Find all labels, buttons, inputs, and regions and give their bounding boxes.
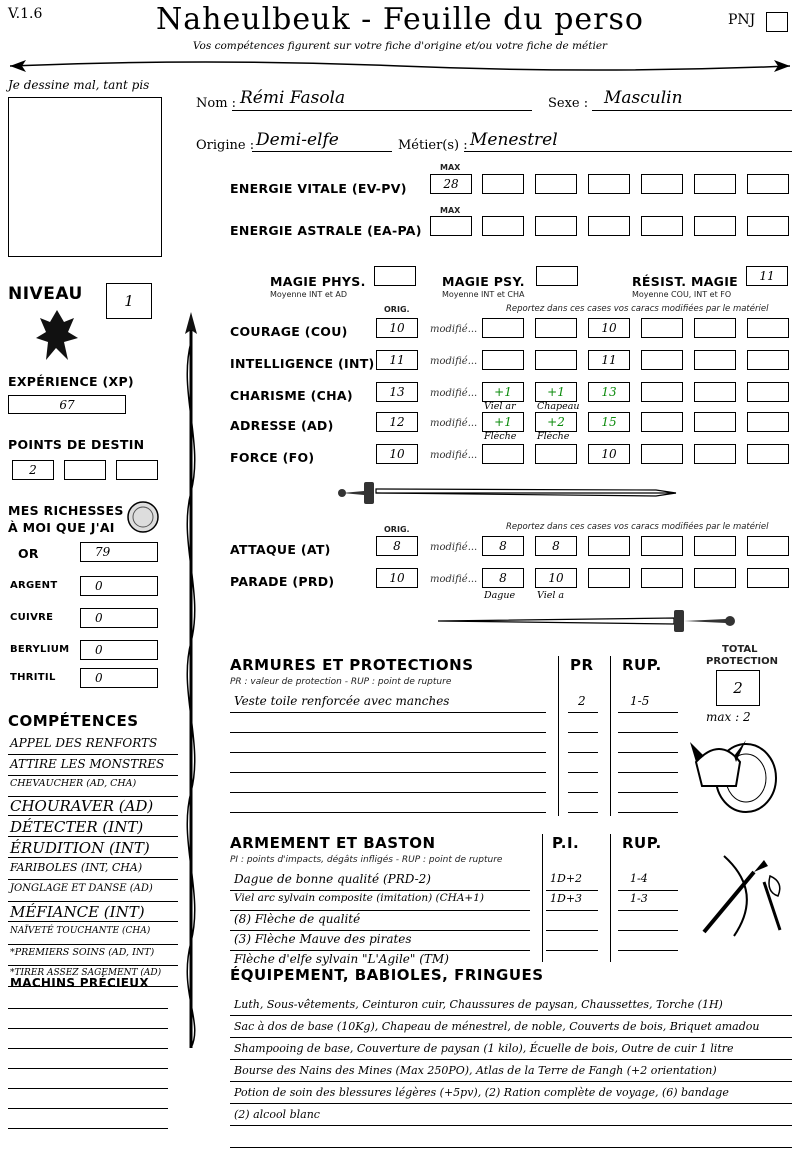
combat-mod-box[interactable] xyxy=(588,568,630,588)
ev-box[interactable] xyxy=(535,174,577,194)
ev-label: ENERGIE VITALE (EV-PV) xyxy=(230,181,407,196)
weapon-name[interactable]: Dague de bonne qualité (PRD-2) xyxy=(234,872,431,886)
ea-value[interactable] xyxy=(430,216,472,236)
armor-line-rup xyxy=(618,732,678,733)
stat-mod-box[interactable] xyxy=(747,412,789,432)
origine-value[interactable]: Demi-elfe xyxy=(256,130,339,150)
combat-mod-note: Viel a xyxy=(537,590,565,601)
niveau-value[interactable]: 1 xyxy=(106,283,152,319)
destin-label: POINTS DE DESTIN xyxy=(8,437,145,452)
armor-line xyxy=(230,792,546,793)
armor-note: PR : valeur de protection - RUP : point de rupture xyxy=(230,677,452,687)
skill-item: CHOURAVER (AD) xyxy=(10,797,154,815)
wealth-label-2: À MOI QUE J'AI xyxy=(8,520,115,535)
stat-label: COURAGE (COU) xyxy=(230,324,348,339)
destin-box-1[interactable]: 2 xyxy=(12,460,54,480)
skill-line xyxy=(8,901,178,902)
stat-mod-box[interactable] xyxy=(641,444,683,464)
armor-line-pr xyxy=(568,792,598,793)
weapons-title: ARMEMENT ET BASTON xyxy=(230,834,436,852)
ev-box[interactable] xyxy=(747,174,789,194)
weapon-line-pi xyxy=(546,910,598,911)
stat-mod-box[interactable] xyxy=(747,350,789,370)
resist-magie-note: Moyenne COU, INT et FO xyxy=(632,290,732,299)
weapons-col-rup: RUP. xyxy=(622,834,662,852)
combat-mod-box[interactable] xyxy=(641,568,683,588)
combat-label: ATTAQUE (AT) xyxy=(230,542,331,557)
magie-phys-note: Moyenne INT et AD xyxy=(270,290,348,299)
wealth-value[interactable]: 0 xyxy=(80,668,158,688)
armor-line-rup xyxy=(618,772,678,773)
stat-orig-value[interactable]: 11 xyxy=(376,350,418,370)
armor-line-rup xyxy=(618,812,678,813)
version-label: V.1.6 xyxy=(8,6,43,22)
wealth-value[interactable]: 79 xyxy=(80,542,158,562)
stat-mod-box[interactable] xyxy=(694,444,736,464)
skill-line xyxy=(8,775,178,776)
combat-modifie-label: modifié... xyxy=(430,542,478,553)
wealth-name: ARGENT xyxy=(10,580,58,591)
skill-line xyxy=(8,754,178,755)
orig-header: ORIG. xyxy=(384,305,410,314)
stat-mod-box[interactable] xyxy=(482,444,524,464)
stat-mod-box[interactable]: +2 xyxy=(535,412,577,432)
combat-mod-box[interactable] xyxy=(747,536,789,556)
ea-box[interactable] xyxy=(694,216,736,236)
ev-max-label: MAX xyxy=(440,163,461,172)
combat-label: PARADE (PRD) xyxy=(230,574,335,589)
armor-line-pr xyxy=(568,812,598,813)
niveau-label: NIVEAU xyxy=(8,284,83,304)
combat-note: Reportez dans ces cases vos caracs modifiées par le matériel xyxy=(506,522,769,532)
skill-line xyxy=(8,815,178,816)
stat-mod-box[interactable] xyxy=(694,412,736,432)
stat-mod-box[interactable] xyxy=(641,412,683,432)
combat-mod-box[interactable]: 8 xyxy=(535,536,577,556)
stat-mod-box[interactable] xyxy=(747,382,789,402)
weapon-line-rup xyxy=(618,910,678,911)
equipment-title: ÉQUIPEMENT, BABIOLES, FRINGUES xyxy=(230,966,544,984)
skill-item: *TIRER ASSEZ SAGEMENT (AD) xyxy=(10,968,162,978)
equipment-rule xyxy=(230,1125,792,1126)
skill-line xyxy=(8,879,178,880)
magie-phys-label: MAGIE PHYS. xyxy=(270,274,366,289)
weapons-col-pi: P.I. xyxy=(552,834,580,852)
skill-item: CHEVAUCHER (AD, CHA) xyxy=(10,778,137,789)
weapon-line-pi xyxy=(546,950,598,951)
equipment-line[interactable]: (2) alcool blanc xyxy=(234,1108,320,1121)
magie-psy-label: MAGIE PSY. xyxy=(442,274,525,289)
stat-label: INTELLIGENCE (INT) xyxy=(230,356,375,371)
ev-box[interactable] xyxy=(694,174,736,194)
ev-box[interactable] xyxy=(482,174,524,194)
skill-item: JONGLAGE ET DANSE (AD) xyxy=(10,883,153,894)
armor-line-pr xyxy=(568,772,598,773)
weapon-rup[interactable]: 1-4 xyxy=(630,872,648,885)
armor-line-pr xyxy=(568,752,598,753)
competences-label: COMPÉTENCES xyxy=(8,712,139,730)
stat-mod-box[interactable] xyxy=(535,444,577,464)
weapons-note: PI : points d'impacts, dégâts infligés - RUP : point de rupture xyxy=(230,855,503,865)
equipment-rule xyxy=(230,1037,792,1038)
armor-line-pr xyxy=(568,712,598,713)
stat-mod-box[interactable]: 10 xyxy=(588,318,630,338)
max-protection-label: max : 2 xyxy=(706,710,751,724)
dragon-icon xyxy=(34,306,80,364)
skill-item: DÉTECTER (INT) xyxy=(10,818,144,836)
stat-mod-box[interactable] xyxy=(535,350,577,370)
weapon-line-pi xyxy=(546,890,598,891)
armor-name[interactable]: Veste toile renforcée avec manches xyxy=(234,694,450,708)
equipment-line[interactable]: Bourse des Nains des Mines (Max 250PO), Atlas de la Terre de Fangh (+2 orientation) xyxy=(234,1064,717,1077)
equipment-rule xyxy=(230,1081,792,1082)
skill-item: ATTIRE LES MONSTRES xyxy=(10,757,165,771)
precieux-line[interactable] xyxy=(8,1088,168,1089)
xp-label: EXPÉRIENCE (XP) xyxy=(8,374,134,389)
combat-mod-box[interactable] xyxy=(694,536,736,556)
wealth-label-1: MES RICHESSES xyxy=(8,503,124,518)
origine-label: Origine : xyxy=(196,138,255,153)
header-flourish xyxy=(6,54,794,78)
stat-mod-box[interactable]: 15 xyxy=(588,412,630,432)
equipment-line[interactable]: Potion de soin des blessures légères (+5pv), (2) Ration complète de voyage, (6) bandage xyxy=(234,1086,729,1099)
weapon-pi[interactable]: 1D+3 xyxy=(550,892,583,905)
armor-line xyxy=(230,732,546,733)
equipment-rule xyxy=(230,1015,792,1016)
stat-mod-box[interactable]: 10 xyxy=(588,444,630,464)
ev-box[interactable] xyxy=(588,174,630,194)
weapon-line-rup xyxy=(618,950,678,951)
magie-phys-value[interactable] xyxy=(374,266,416,286)
stat-mod-box[interactable] xyxy=(747,318,789,338)
armor-line-pr xyxy=(568,732,598,733)
stat-mod-box[interactable] xyxy=(694,382,736,402)
magie-psy-note: Moyenne INT et CHA xyxy=(442,290,525,299)
destin-box-2[interactable] xyxy=(64,460,106,480)
xp-value[interactable]: 67 xyxy=(8,395,126,414)
stat-mod-note: Chapeau xyxy=(537,401,580,412)
portrait-box[interactable] xyxy=(8,97,162,257)
stat-mod-note: Viel ar xyxy=(484,401,516,412)
stat-mod-box[interactable]: +1 xyxy=(535,382,577,402)
coin-icon xyxy=(126,500,160,534)
weapon-line-rup xyxy=(618,890,678,891)
destin-box-3[interactable] xyxy=(116,460,158,480)
stat-mod-box[interactable] xyxy=(535,318,577,338)
page-title: Naheulbeuk - Feuille du perso xyxy=(156,2,644,37)
ev-value[interactable]: 28 xyxy=(430,174,472,194)
sword-divider-icon xyxy=(336,478,686,508)
stat-mod-note: Flèche xyxy=(484,431,517,442)
stat-modifie-label: modifié... xyxy=(430,324,478,335)
page-subtitle: Vos compétences figurent sur votre fiche d'origine et/ou votre fiche de métier xyxy=(192,40,608,52)
equipment-line[interactable]: Luth, Sous-vêtements, Ceinturon cuir, Chaussures de paysan, Chaussettes, Torche (1H) xyxy=(234,998,723,1011)
stat-mod-box[interactable] xyxy=(482,318,524,338)
stat-mod-box[interactable] xyxy=(694,318,736,338)
magie-psy-value[interactable] xyxy=(536,266,578,286)
stat-modifie-label: modifié... xyxy=(430,356,478,367)
wealth-name: BERYLIUM xyxy=(10,644,70,655)
precieux-line[interactable] xyxy=(8,1108,168,1109)
combat-modifie-label: modifié... xyxy=(430,574,478,585)
armor-line xyxy=(230,752,546,753)
total-protection-label-1: TOTAL xyxy=(722,644,758,655)
total-protection-value[interactable]: 2 xyxy=(716,670,760,706)
equipment-rule xyxy=(230,1103,792,1104)
combat-mod-box[interactable] xyxy=(641,536,683,556)
armor-line-rup xyxy=(618,752,678,753)
metier-value[interactable]: Menestrel xyxy=(470,130,558,150)
armor-line xyxy=(230,812,546,813)
stat-label: CHARISME (CHA) xyxy=(230,388,353,403)
stat-orig-value[interactable]: 10 xyxy=(376,444,418,464)
ev-box[interactable] xyxy=(641,174,683,194)
combat-mod-box[interactable]: 8 xyxy=(482,536,524,556)
stat-mod-box[interactable]: +1 xyxy=(482,382,524,402)
orig-header-combat: ORIG. xyxy=(384,525,410,534)
ea-box[interactable] xyxy=(482,216,524,236)
armor-line xyxy=(230,712,546,713)
skill-line xyxy=(8,857,178,858)
combat-mod-box[interactable] xyxy=(588,536,630,556)
metier-label: Métier(s) : xyxy=(398,138,468,153)
precieux-line[interactable] xyxy=(8,1128,168,1129)
skill-item: ÉRUDITION (INT) xyxy=(10,839,150,857)
resist-magie-label: RÉSIST. MAGIE xyxy=(632,274,739,289)
weapon-line xyxy=(230,950,530,951)
skill-line xyxy=(8,965,178,966)
weapon-name[interactable]: (8) Flèche de qualité xyxy=(234,912,361,926)
stat-mod-box[interactable]: +1 xyxy=(482,412,524,432)
wealth-value[interactable]: 0 xyxy=(80,576,158,596)
weapon-line xyxy=(230,890,530,891)
ea-box[interactable] xyxy=(588,216,630,236)
armor-pr[interactable]: 2 xyxy=(578,694,586,708)
equipment-rule xyxy=(230,1147,792,1148)
sexe-label: Sexe : xyxy=(548,96,589,111)
nom-value[interactable]: Rémi Fasola xyxy=(240,88,346,108)
combat-mod-box[interactable] xyxy=(694,568,736,588)
precieux-line[interactable] xyxy=(8,1028,168,1029)
helmet-shield-icon xyxy=(690,728,782,816)
total-protection-label-2: PROTECTION xyxy=(706,656,778,667)
pnj-checkbox[interactable] xyxy=(766,12,788,32)
combat-mod-box[interactable] xyxy=(747,568,789,588)
weapon-name[interactable]: Viel arc sylvain composite (imitation) (CHA+1) xyxy=(234,892,485,904)
armor-line xyxy=(230,772,546,773)
weapon-line xyxy=(230,910,530,911)
wealth-name: OR xyxy=(18,546,39,561)
armor-rup[interactable]: 1-5 xyxy=(630,694,650,708)
ea-box[interactable] xyxy=(747,216,789,236)
stat-mod-box[interactable]: 11 xyxy=(588,350,630,370)
stat-label: ADRESSE (AD) xyxy=(230,418,334,433)
resist-magie-value[interactable]: 11 xyxy=(746,266,788,286)
stat-orig-value[interactable]: 13 xyxy=(376,382,418,402)
stat-label: FORCE (FO) xyxy=(230,450,315,465)
wealth-value[interactable]: 0 xyxy=(80,608,158,628)
skill-item: NAÏVETÉ TOUCHANTE (CHA) xyxy=(10,926,151,936)
portrait-caption: Je dessine mal, tant pis xyxy=(8,78,150,92)
skill-item: FARIBOLES (INT, CHA) xyxy=(10,861,143,874)
machins-precieux-label: MACHINS PRÉCIEUX xyxy=(10,976,149,990)
stat-orig-value[interactable]: 12 xyxy=(376,412,418,432)
stat-modifie-label: modifié... xyxy=(430,450,478,461)
weapon-line xyxy=(230,930,530,931)
equipment-rule xyxy=(230,1059,792,1060)
stat-orig-value[interactable]: 10 xyxy=(376,318,418,338)
nom-label: Nom : xyxy=(196,96,237,111)
armor-title: ARMURES ET PROTECTIONS xyxy=(230,656,474,674)
combat-orig-value[interactable]: 10 xyxy=(376,568,418,588)
skill-line xyxy=(8,836,178,837)
weapon-line-pi xyxy=(546,930,598,931)
stat-mod-box[interactable]: 13 xyxy=(588,382,630,402)
weapon-name[interactable]: (3) Flèche Mauve des pirates xyxy=(234,932,412,946)
precieux-line[interactable] xyxy=(8,1068,168,1069)
equipment-line[interactable]: Shampooing de base, Couverture de paysan (1 kilo), Écuelle de bois, Outre de cuir 1 litre xyxy=(234,1042,734,1055)
stats-note: Reportez dans ces cases vos caracs modifiées par le matériel xyxy=(506,304,769,314)
spear-icon xyxy=(176,312,206,1048)
stat-mod-box[interactable] xyxy=(482,350,524,370)
skill-item: MÉFIANCE (INT) xyxy=(10,903,145,921)
stat-modifie-label: modifié... xyxy=(430,418,478,429)
sexe-value[interactable]: Masculin xyxy=(604,88,683,108)
weapon-line-rup xyxy=(618,930,678,931)
ea-max-label: MAX xyxy=(440,206,461,215)
ea-box[interactable] xyxy=(535,216,577,236)
stat-mod-box[interactable] xyxy=(641,382,683,402)
equipment-line[interactable]: Sac à dos de base (10Kg), Chapeau de ménestrel, de noble, Couverts de bois, Briquet amadou xyxy=(234,1020,760,1033)
combat-mod-box[interactable]: 8 xyxy=(482,568,524,588)
combat-mod-box[interactable]: 10 xyxy=(535,568,577,588)
weapon-name[interactable]: Flèche d'elfe sylvain "L'Agile" (TM) xyxy=(234,952,449,966)
wealth-value[interactable]: 0 xyxy=(80,640,158,660)
wealth-name: CUIVRE xyxy=(10,612,54,623)
weapon-rup[interactable]: 1-3 xyxy=(630,892,648,905)
combat-orig-value[interactable]: 8 xyxy=(376,536,418,556)
armor-col-rup: RUP. xyxy=(622,656,662,674)
combat-mod-note: Dague xyxy=(484,590,516,601)
armor-line-rup xyxy=(618,792,678,793)
skill-line xyxy=(8,944,178,945)
stat-modifie-label: modifié... xyxy=(430,388,478,399)
pnj-label: PNJ xyxy=(728,12,756,28)
precieux-line[interactable] xyxy=(8,1048,168,1049)
stat-mod-box[interactable] xyxy=(641,318,683,338)
skill-item: *PREMIERS SOINS (AD, INT) xyxy=(10,947,155,958)
ea-box[interactable] xyxy=(641,216,683,236)
weapon-pi[interactable]: 1D+2 xyxy=(550,872,583,885)
stat-mod-box[interactable] xyxy=(747,444,789,464)
armor-col-pr: PR xyxy=(570,656,594,674)
precieux-line[interactable] xyxy=(8,1008,168,1009)
skill-line xyxy=(8,921,178,922)
skill-item: APPEL DES RENFORTS xyxy=(10,736,158,750)
wealth-name: THRITIL xyxy=(10,672,56,683)
armor-line-rup xyxy=(618,712,678,713)
stat-mod-note: Flèche xyxy=(537,431,570,442)
stat-mod-box[interactable] xyxy=(641,350,683,370)
sword-divider-icon-2 xyxy=(434,606,740,636)
weapons-icon xyxy=(694,852,786,940)
stat-mod-box[interactable] xyxy=(694,350,736,370)
ea-label: ENERGIE ASTRALE (EA-PA) xyxy=(230,223,422,238)
